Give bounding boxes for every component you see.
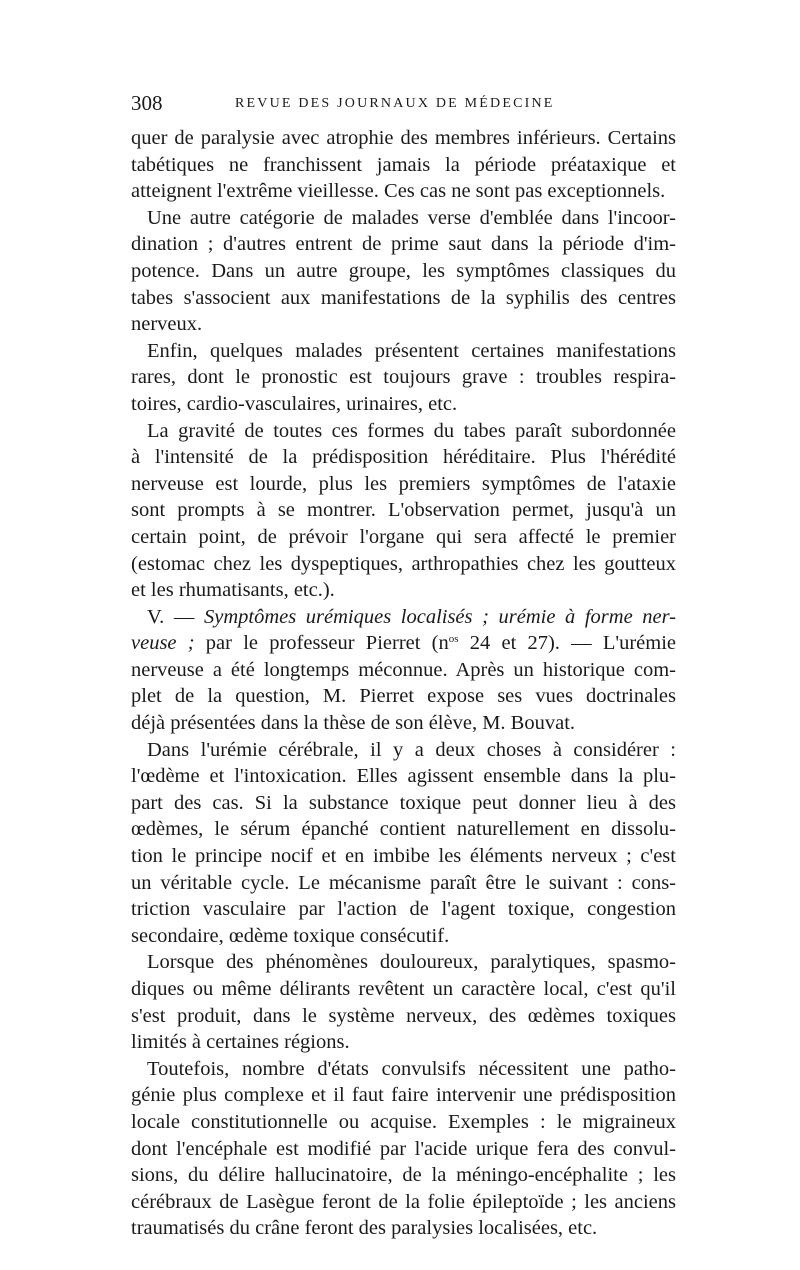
text-line: triction vasculaire par l'action de l'agent toxique, congestion: [131, 898, 676, 921]
text-line: rares, dont le pronostic est toujours grave : troubles respira-: [131, 366, 676, 389]
text-line: diques ou même délirants revêtent un caractère local, c'est qu'il: [131, 978, 676, 1000]
text-line: génie plus complexe et il faut faire intervenir une prédisposition: [131, 1084, 676, 1107]
section-title: Symptômes urémiques localisés ; urémie à forme ner-: [203, 605, 676, 628]
paragraph: [131, 125, 676, 205]
text-line: La gravité de toutes ces formes du tabes paraît subordonnée: [147, 419, 676, 442]
text-line: œdèmes, le sérum épanché contient naturellement en dissolu-: [131, 818, 676, 841]
text-line: Une autre catégorie de malades verse d'emblée dans l'incoor-: [147, 206, 676, 229]
author-text-end: 24 et 27). — L'urémie: [458, 632, 676, 655]
text-line: dont l'encéphale est modifié par l'acide urique fera des convul-: [131, 1137, 676, 1160]
text-line: sions, du délire hallucinatoire, de la méningo-encéphalite ; les: [131, 1164, 676, 1187]
page-number: 308: [131, 91, 163, 115]
text-line: et les rhumatisants, etc.).: [131, 579, 335, 602]
text-line: nerveux.: [131, 313, 203, 336]
text-line: tabes s'associent aux manifestations de la syphilis des centres: [131, 286, 676, 309]
paragraph: [131, 949, 676, 1055]
text-line: à l'intensité de la prédisposition héréditaire. Plus l'hérédité: [131, 446, 676, 469]
running-head: REVUE DES JOURNAUX DE MÉDECINE: [235, 96, 555, 111]
text-line: locale constitutionnelle ou acquise. Exemples : le migraineux: [131, 1110, 676, 1133]
text-line: Toutefois, nombre d'états convulsifs nécessitent une patho-: [147, 1057, 676, 1080]
text-line: certain point, de prévoir l'organe qui sera affecté le premier: [131, 525, 676, 548]
numero-superscript: os: [448, 633, 459, 646]
page-header: [131, 90, 676, 120]
paragraph: [131, 338, 676, 418]
text-line: tabétiques ne franchissent jamais la période préataxique et: [131, 153, 676, 176]
paragraph: [131, 418, 676, 604]
section-number: V. —: [147, 605, 204, 628]
text-line: Dans l'urémie cérébrale, il y a deux choses à considérer :: [147, 738, 676, 761]
section-heading-line: [131, 604, 676, 631]
text-line: toires, cardio-vasculaires, urinaires, etc.: [131, 392, 458, 415]
text-line: atteignent l'extrême vieillesse. Ces cas ne sont pas exceptionnels.: [131, 180, 666, 203]
text-line: part des cas. Si la substance toxique peut donner lieu à des: [131, 791, 676, 814]
text-line: limités à certaines régions.: [131, 1031, 350, 1054]
text-line: Lorsque des phénomènes douloureux, paralytiques, spasmo-: [147, 951, 676, 974]
text-line: nerveuse a été longtemps méconnue. Après un historique com-: [131, 658, 676, 681]
text-line: déjà présentées dans la thèse de son élève, M. Bouvat.: [131, 712, 576, 735]
text-line: un véritable cycle. Le mécanisme paraît être le suivant : cons-: [131, 871, 676, 894]
paragraph: [131, 205, 676, 338]
text-line: traumatisés du crâne feront des paralysies localisées, etc.: [131, 1217, 598, 1240]
text-line: tion le principe nocif et en imbibe les éléments nerveux ; c'est: [131, 845, 676, 868]
body-text: [131, 125, 676, 1242]
text-line: potence. Dans un autre groupe, les symptômes classiques du: [131, 259, 676, 282]
text-line: sont prompts à se montrer. L'observation permet, jusqu'à un: [131, 499, 676, 522]
author-text: par le professeur Pierret (n: [194, 632, 449, 655]
text-line: [131, 630, 676, 657]
text-line: secondaire, œdème toxique consécutif.: [131, 924, 450, 947]
text-line: s'est produit, dans le système nerveux, des œdèmes toxiques: [131, 1004, 676, 1027]
text-line: cérébraux de Lasègue feront de la folie épileptoïde ; les anciens: [131, 1190, 676, 1213]
section-paragraph: [131, 604, 676, 737]
paragraph: [131, 1056, 676, 1242]
section-title-end: veuse ;: [131, 632, 195, 655]
text-line: plet de la question, M. Pierret expose ses vues doctrinales: [131, 685, 676, 708]
text-line: nerveuse est lourde, plus les premiers symptômes de l'ataxie: [131, 472, 676, 495]
text-line: dination ; d'autres entrent de prime saut dans la période d'im-: [131, 233, 676, 256]
text-line: quer de paralysie avec atrophie des membres inférieurs. Certains: [131, 127, 676, 149]
paragraph: [131, 737, 676, 950]
text-line: l'œdème et l'intoxication. Elles agissent ensemble dans la plu-: [131, 765, 676, 788]
text-line: (estomac chez les dyspeptiques, arthropathies chez les goutteux: [131, 552, 676, 575]
text-line: Enfin, quelques malades présentent certaines manifestations: [147, 339, 676, 362]
